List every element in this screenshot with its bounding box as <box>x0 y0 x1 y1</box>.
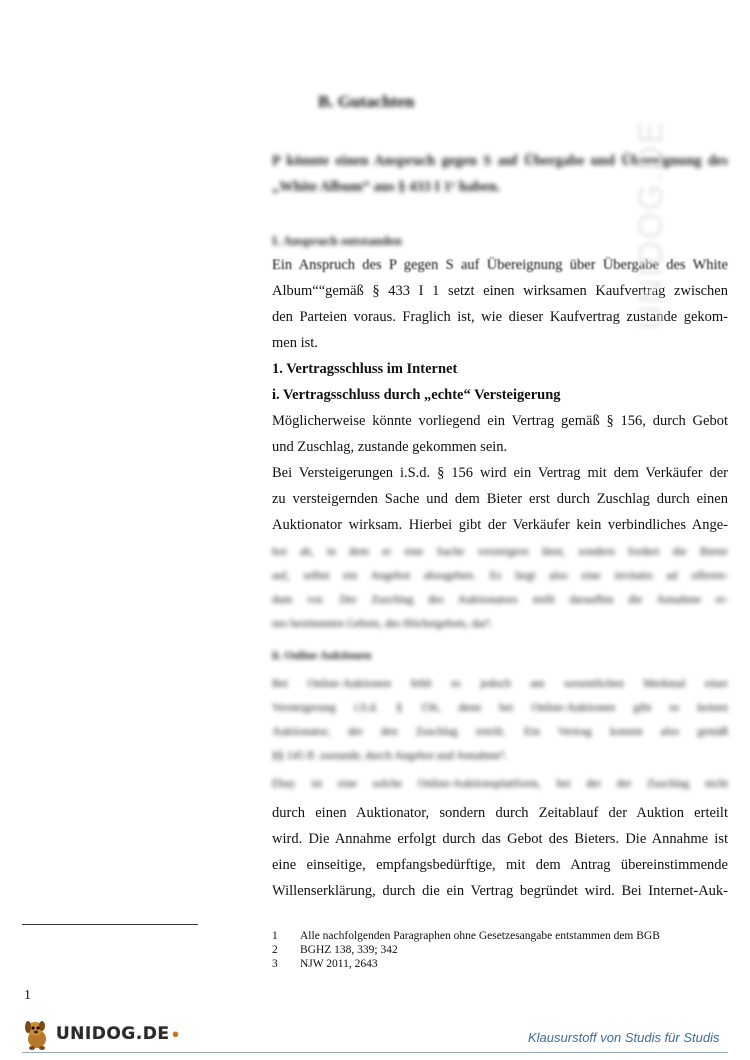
footnote-divider <box>22 924 198 925</box>
paragraph-line: Album““gemäß § 433 I 1 setzt einen wirksamen Kaufvertrag zwischen <box>272 283 728 299</box>
paragraph-line: bot ab, in dem er eine Sache versteigern lässt, sondern fordert die Bieter <box>272 546 728 558</box>
paragraph-line: und Zuschlag, zustande gekommen sein. <box>272 439 508 455</box>
footnote <box>272 958 378 971</box>
footnote-text: NJW 2011, 2643 <box>300 958 378 970</box>
watermark: UNIDOG.DE <box>632 119 670 330</box>
footnote-number: 3 <box>272 958 278 970</box>
paragraph-line: durch einen Auktionator, sondern durch Zeitablauf der Auktion erteilt <box>272 805 728 821</box>
subheading-1: 1. Vertragsschluss im Internet <box>272 361 458 377</box>
paw-icon: ● <box>171 1026 180 1041</box>
subheading-i: i. Vertragsschluss durch „echte“ Versteigerung <box>272 387 561 403</box>
paragraph-line: Willenserklärung, durch die ein Vertrag begründet wird. Bei Internet-Auk- <box>272 883 728 899</box>
paragraph-line: Möglicherweise könnte vorliegend ein Vertrag gemäß § 156, durch Gebot <box>272 413 728 429</box>
paragraph-line: den Parteien voraus. Fraglich ist, wie dieser Kaufvertrag zustande gekom- <box>272 309 728 325</box>
paragraph-line: nes bestimmten Gebots, des Höchstgebots, dar². <box>272 618 493 630</box>
subheading-ii: ii. Online Auktionen <box>272 650 372 662</box>
paragraph-line: auf, selbst ein Angebot abzugeben. Es liegt also eine invitatio ad offeren- <box>272 570 728 582</box>
paragraph-line: Ebay ist eine solche Online-Auktionsplattform, bei der der Zuschlag nicht <box>272 778 728 790</box>
footnote <box>272 944 398 957</box>
paragraph-line: Ein Anspruch des P gegen S auf Übereignung über Übergabe des White <box>272 257 728 273</box>
footnote <box>272 930 660 943</box>
paragraph-line: wird. Die Annahme erfolgt durch das Gebot des Bieters. Die Annahme ist <box>272 831 728 847</box>
paragraph-line: dum vor. Der Zuschlag des Auktionators stellt daraufhin die Annahme ei- <box>272 594 728 606</box>
section-title: I. Anspruch entstanden <box>272 233 402 248</box>
footnote-text: Alle nachfolgenden Paragraphen ohne Gesetzesangabe entstammen dem BGB <box>300 930 660 942</box>
paragraph-line: men ist. <box>272 335 318 351</box>
paragraph-line: Auktionator wirksam. Hierbei gibt der Verkäufer kein verbindliches Ange- <box>272 517 728 533</box>
page-number: 1 <box>24 988 31 1003</box>
intro-line: P könnte einen Anspruch gegen S auf Übergabe und Übereignung des <box>272 153 728 169</box>
dog-icon <box>22 1017 52 1051</box>
footer-divider <box>22 1052 728 1053</box>
paragraph-line: Bei Versteigerungen i.S.d. § 156 wird ein Vertrag mit dem Verkäufer der <box>272 465 728 481</box>
unidog-logo[interactable] <box>22 1014 192 1054</box>
footnote-number: 1 <box>272 930 278 942</box>
intro-line: „White Album“ aus § 433 I 1¹ haben. <box>272 179 501 195</box>
paragraph-line: eine einseitige, empfangsbedürftige, mit dem Antrag übereinstimmende <box>272 857 728 873</box>
footnote-text: BGHZ 138, 339; 342 <box>300 944 398 956</box>
paragraph-line: Versteigerung i.S.d. § 156, denn bei Online-Auktionen gibt es keinen <box>272 702 728 714</box>
logo-text: UNIDOG.DE <box>56 1024 170 1044</box>
footnote-number: 2 <box>272 944 278 956</box>
paragraph-line: zu versteigernden Sache und dem Bieter erst durch Zuschlag durch einen <box>272 491 728 507</box>
document-heading: B. Gutachten <box>318 92 415 111</box>
paragraph-line: Auktionator, der den Zuschlag erteilt. Ein Vertrag kommt also gemäß <box>272 726 728 738</box>
footer-slogan: Klausurstoff von Studis für Studis <box>528 1030 720 1045</box>
paragraph-line: Bei Online-Auktionen fehlt es jedoch am wesentlichen Merkmal einer <box>272 678 728 690</box>
paragraph-line: §§ 145 ff. zustande, durch Angebot und Annahme³. <box>272 750 508 762</box>
